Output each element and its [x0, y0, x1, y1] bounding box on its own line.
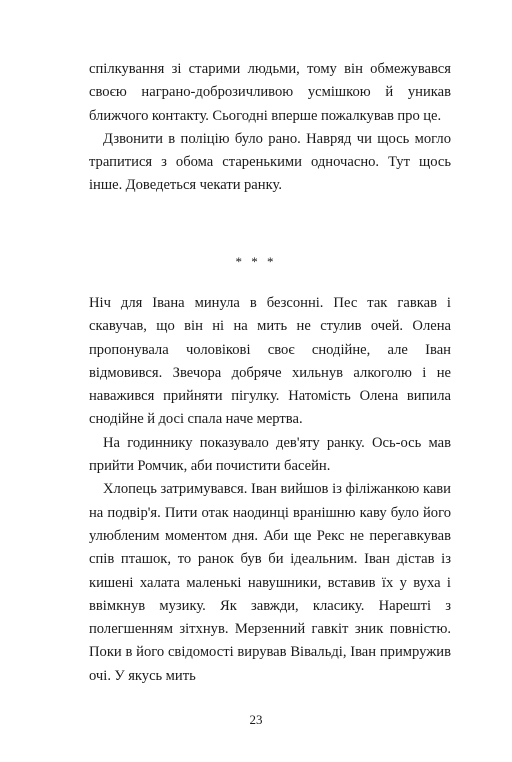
text-block-top [89, 58, 451, 198]
text-block-bottom [89, 292, 451, 688]
paragraph: спілкування зі старими людьми, тому він обмежувався своєю награно-доброзичливою усмішкою й уникав ближчого контакту. Сьогодні вперше пожалкував про це. [89, 61, 451, 124]
page-number: 23 [249, 712, 263, 727]
paragraph: Хлопець затримувався. Іван вийшов із філіжанкою кави на подвір'я. Пити отак наодинці вранішню каву було його улюбленим моментом дня. Аби ще Рекс не перегавкував спів пташок, то ранок був би ідеальним. Іван дістав із кишені халата маленькі навушники, вставив їх у вуха і ввімкнув музику. Як завжди, класику. Нарешті з полегшенням зітхнув. Мерзенний гавкіт зник повністю. Поки в його свідомості вирував Вівальді, Іван примружив очі. У якусь мить [89, 481, 451, 684]
section-separator: * * * [235, 254, 277, 269]
paragraph: Дзвонити в поліцію було рано. Навряд чи щось могло трапитися з обома старенькими одночасно. Тут щось інше. Доведеться чекати ранку. [89, 130, 451, 194]
paragraph: На годиннику показувало дев'яту ранку. Ось-ось мав прийти Ромчик, аби почистити басейн. [89, 434, 451, 475]
paragraph: Ніч для Івана минула в безсонні. Пес так гавкав і скавучав, що він ні на мить не стулив очей. Олена пропонувала чоловікові своє снодійне, але Іван відмовився. Звечора добряче хильнув алкоголю і не наважився прийняти пігулку. Натомість Олена випила снодійне й досі спала наче мертва. [89, 295, 451, 428]
